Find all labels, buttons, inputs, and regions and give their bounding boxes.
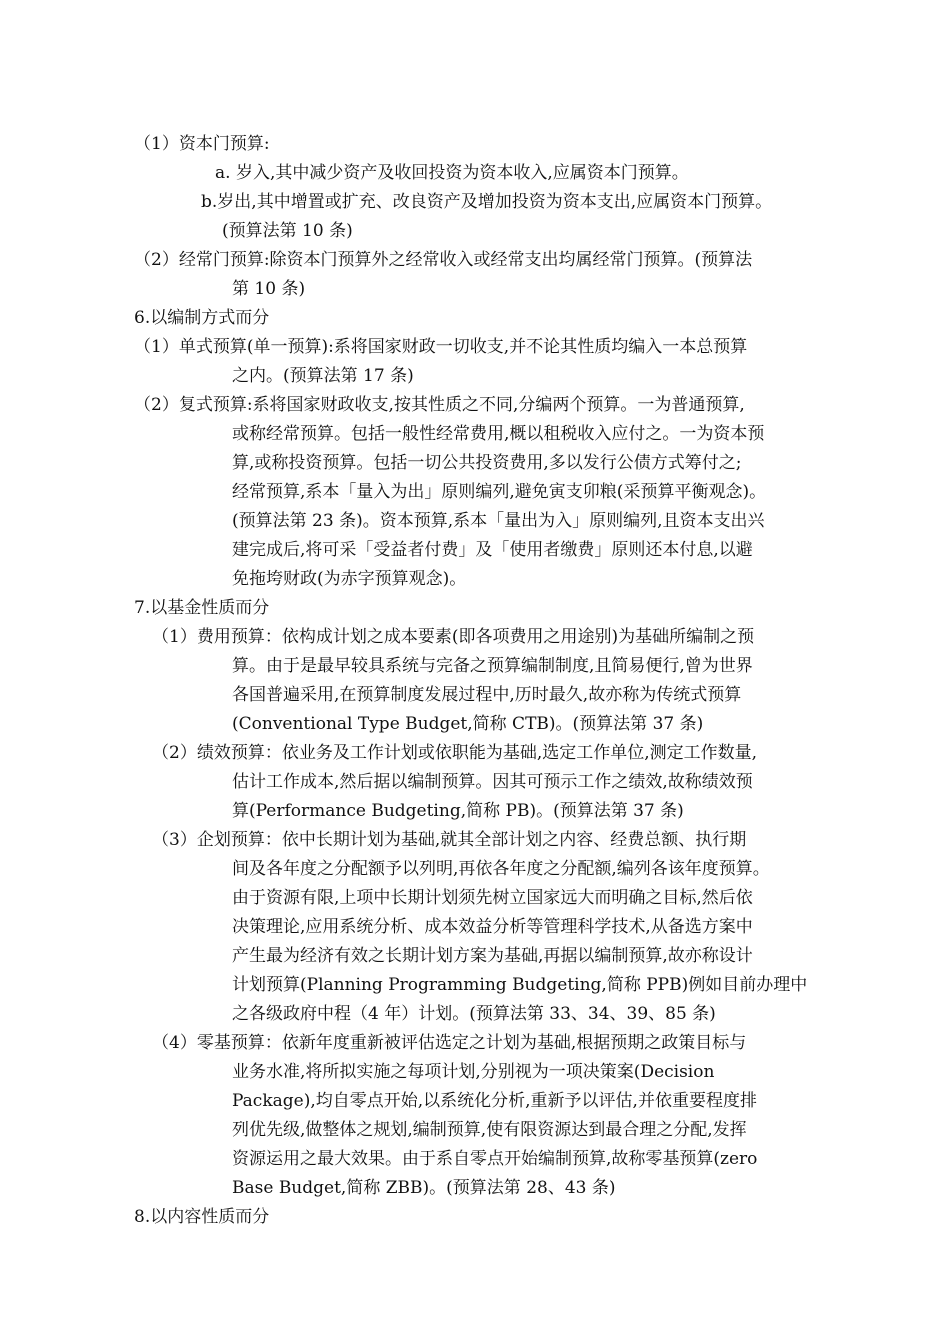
item-planning-budget-cont: 产生最为经济有效之长期计划方案为基础,再据以编制预算,故亦称设计 bbox=[232, 946, 753, 966]
item-zero-base-budget-cont: 资源运用之最大效果。由于系自零点开始编制预算,故称零基预算(zero bbox=[232, 1149, 758, 1169]
item-capital-ref: (预算法第 10 条) bbox=[222, 221, 353, 241]
section-7-heading: 7.以基金性质而分 bbox=[134, 598, 270, 618]
item-double-budget: （2）复式预算:系将国家财政收支,按其性质之不同,分编两个预算。一为普通预算, bbox=[134, 395, 745, 415]
section-6-heading: 6.以编制方式而分 bbox=[134, 308, 270, 328]
item-expense-budget-cont: 算。由于是最早较具系统与完备之预算编制制度,且简易便行,曾为世界 bbox=[232, 656, 753, 676]
item-planning-budget-cont: 之各级政府中程（4 年）计划。(预算法第 33、34、39、85 条) bbox=[232, 1004, 716, 1024]
item-single-budget-cont: 之内。(预算法第 17 条) bbox=[232, 366, 414, 386]
item-expense-budget-cont: (Conventional Type Budget,简称 CTB)。(预算法第 37 条) bbox=[232, 714, 704, 734]
item-expense-budget-cont: 各国普遍采用,在预算制度发展过程中,历时最久,故亦称为传统式预算 bbox=[232, 685, 742, 705]
item-recurrent: （2）经常门预算:除资本门预算外之经常收入或经常支出均属经常门预算。(预算法 bbox=[134, 250, 753, 270]
item-zero-base-budget-cont: Package),均自零点开始,以系统化分析,重新予以评估,并依重要程度排 bbox=[232, 1091, 757, 1111]
item-zero-base-budget-cont: 业务水准,将所拟实施之每项计划,分别视为一项决策案(Decision bbox=[232, 1062, 715, 1082]
item-performance-budget: （2）绩效预算：依业务及工作计划或依职能为基础,选定工作单位,测定工作数量, bbox=[152, 743, 758, 763]
item-single-budget: （1）单式预算(单一预算):系将国家财政一切收支,并不论其性质均编入一本总预算 bbox=[134, 337, 748, 357]
item-planning-budget: （3）企划预算：依中长期计划为基础,就其全部计划之内容、经费总额、执行期 bbox=[152, 830, 747, 850]
item-recurrent-cont: 第 10 条) bbox=[232, 279, 306, 299]
item-performance-budget-cont: 估计工作成本,然后据以编制预算。因其可预示工作之绩效,故称绩效预 bbox=[232, 772, 753, 792]
item-performance-budget-cont: 算(Performance Budgeting,简称 PB)。(预算法第 37 条) bbox=[232, 801, 684, 821]
item-planning-budget-cont: 计划预算(Planning Programming Budgeting,简称 PPB)例如目前办理中 bbox=[232, 975, 808, 995]
item-planning-budget-cont: 间及各年度之分配额予以列明,再依各年度之分配额,编列各该年度预算。 bbox=[232, 859, 770, 879]
item-zero-base-budget: （4）零基预算：依新年度重新被评估选定之计划为基础,根据预期之政策目标与 bbox=[152, 1033, 747, 1053]
item-double-budget-cont: 或称经常预算。包括一般性经常费用,概以租税收入应付之。一为资本预 bbox=[232, 424, 765, 444]
section-8-heading: 8.以内容性质而分 bbox=[134, 1207, 270, 1227]
item-zero-base-budget-cont: 列优先级,做整体之规划,编制预算,使有限资源达到最合理之分配,发挥 bbox=[232, 1120, 747, 1140]
item-expense-budget: （1）费用预算：依构成计划之成本要素(即各项费用之用途别)为基础所编制之预 bbox=[152, 627, 755, 647]
item-planning-budget-cont: 由于资源有限,上项中长期计划须先树立国家远大而明确之目标,然后依 bbox=[232, 888, 753, 908]
item-double-budget-cont: (预算法第 23 条)。资本预算,系本「量出为入」原则编列,且资本支出兴 bbox=[232, 511, 765, 531]
item-double-budget-cont: 建完成后,将可采「受益者付费」及「使用者缴费」原则还本付息,以避 bbox=[232, 540, 753, 560]
item-capital-heading: （1）资本门预算: bbox=[134, 134, 270, 154]
item-capital-b: b.岁出,其中增置或扩充、改良资产及增加投资为资本支出,应属资本门预算。 bbox=[201, 192, 773, 212]
item-double-budget-cont: 算,或称投资预算。包括一切公共投资费用,多以发行公债方式筹付之; bbox=[232, 453, 742, 473]
item-zero-base-budget-cont: Base Budget,简称 ZBB)。(预算法第 28、43 条) bbox=[232, 1178, 616, 1198]
item-planning-budget-cont: 决策理论,应用系统分析、成本效益分析等管理科学技术,从备选方案中 bbox=[232, 917, 753, 937]
item-double-budget-cont: 经常预算,系本「量入为出」原则编列,避免寅支卯粮(采预算平衡观念)。 bbox=[232, 482, 767, 502]
item-capital-a: a. 岁入,其中减少资产及收回投资为资本收入,应属资本门预算。 bbox=[215, 163, 689, 183]
item-double-budget-cont: 免拖垮财政(为赤字预算观念)。 bbox=[232, 569, 467, 589]
